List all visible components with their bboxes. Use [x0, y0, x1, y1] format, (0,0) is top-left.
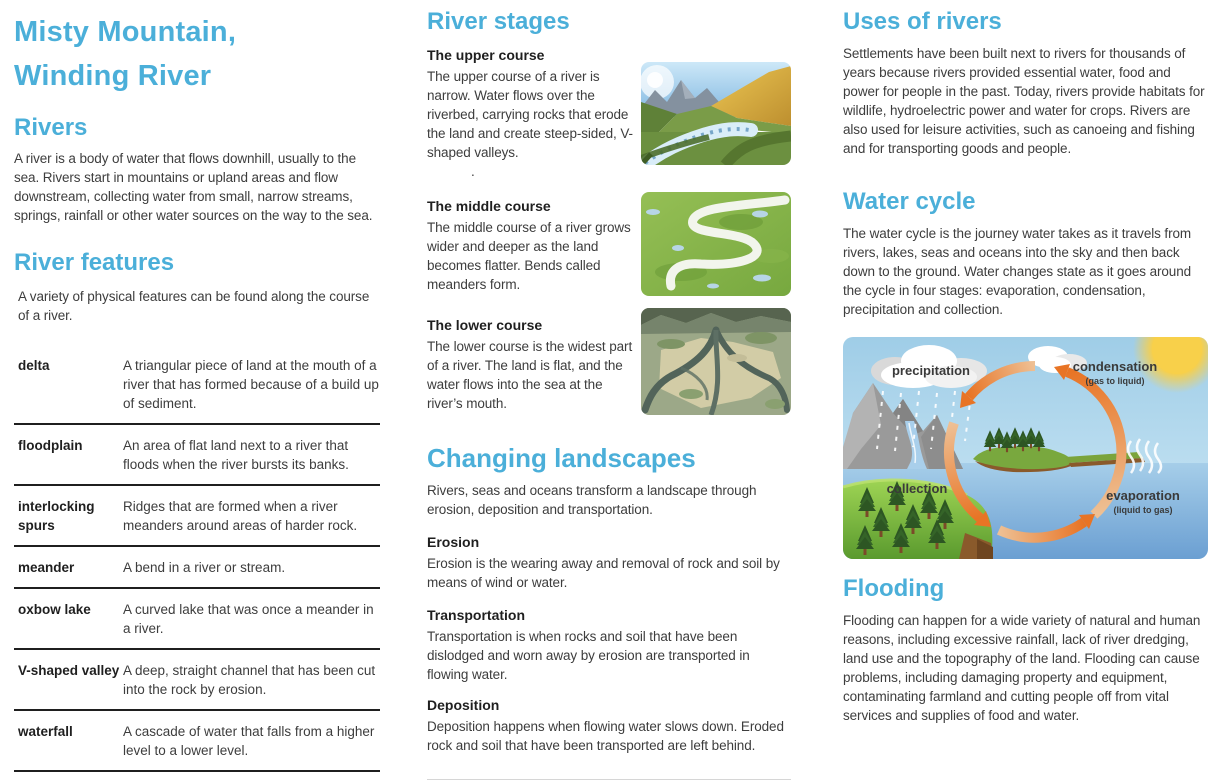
lower-course-paragraph: The lower course is the widest part of a river. The land is flat, and the water flows into the sea at the river’s mouth.: [427, 339, 633, 411]
term-cell: interlocking spurs: [18, 499, 95, 533]
water-cycle-diagram: [843, 337, 1208, 559]
water-cycle-paragraph: The water cycle is the journey water takes as it travels from rivers, lakes, seas and oceans into the sky and then back down to the ground. Water changes state as it goes around the cycle in four stages: evaporation, condensation, precipitation and collection.: [843, 226, 1192, 317]
page-title-line-2: Winding River: [14, 60, 212, 92]
evaporation-sublabel: (liquid to gas): [1113, 505, 1173, 515]
definition-cell: An area of flat land next to a river that floods when the river bursts its banks.: [123, 438, 349, 472]
term-cell: delta: [18, 358, 50, 373]
uses-of-rivers-paragraph: Settlements have been built next to rivers for thousands of years because rivers provided essential water, food and power for people in the past. Today, rivers provide habitats for wildlife, hydroelectric power and water for crops. Rivers are also used for leisure activities, such as canoeing and fishing and for transporting goods and people.: [843, 46, 1205, 156]
term-cell: V-shaped valley: [18, 663, 120, 678]
river-features-intro: A variety of physical features can be found along the course of a river.: [18, 289, 370, 323]
definition-cell: A triangular piece of land at the mouth of a river that has formed because of a build up of sediment.: [123, 358, 379, 411]
rivers-paragraph: A river is a body of water that flows downhill, usually to the sea. Rivers start in mountains or upland areas and flow downstream, collecting water from small, narrow streams, springs, rainfall or other water sources on the way to the sea.: [14, 151, 373, 223]
page-title-line-1: Misty Mountain,: [14, 16, 237, 48]
definition-cell: Ridges that are formed when a river meanders around areas of harder rock.: [123, 499, 358, 533]
evaporation-label: evaporation: [1106, 488, 1180, 503]
condensation-sublabel: (gas to liquid): [1085, 376, 1145, 386]
lower-course-title: The lower course: [427, 317, 543, 333]
deposition-paragraph: Deposition happens when flowing water slows down. Eroded rock and soil that have been transported are left behind.: [427, 719, 784, 753]
table-row: [14, 486, 380, 547]
definition-cell: A bend in a river or stream.: [123, 560, 286, 575]
definition-cell: A deep, straight channel that has been cut into the rock by erosion.: [123, 663, 376, 697]
precipitation-label: precipitation: [891, 363, 971, 378]
table-row: [14, 547, 380, 589]
upper-course-paragraph: The upper course of a river is narrow. Water flows over the riverbed, carrying rocks that erode the land and create steep-sided, V-shaped valleys.: [427, 69, 633, 160]
transportation-title: Transportation: [427, 607, 526, 623]
table-row: [14, 650, 380, 711]
middle-course-paragraph: The middle course of a river grows wider and deeper as the land becomes flatter. Bends called meanders form.: [427, 220, 631, 292]
page-bottom-rule: [427, 779, 791, 780]
changing-landscapes-heading: Changing landscapes: [427, 443, 696, 473]
water-cycle-heading: Water cycle: [843, 188, 976, 215]
river-features-table: [14, 345, 380, 772]
flooding-heading: Flooding: [843, 575, 945, 602]
definition-cell: A curved lake that was once a meander in a river.: [123, 602, 374, 636]
rivers-heading: Rivers: [14, 114, 88, 141]
erosion-title: Erosion: [427, 534, 480, 550]
table-row: [14, 711, 380, 772]
table-row: [14, 589, 380, 650]
left-column: [14, 0, 380, 772]
right-column: [843, 0, 1208, 725]
flooding-paragraph: Flooding can happen for a wide variety of natural and human reasons, including excessive rainfall, lack of river dredging, land use and the topography of the land. Flooding can cause problems, including damaging property and equipment, contaminating farmland and cutting people off from vital services and supplies of food and water.: [843, 613, 1201, 723]
river-stages-heading: River stages: [427, 8, 570, 35]
condensation-label: condensation: [1072, 359, 1158, 374]
lower-course-photo: [641, 308, 791, 415]
collection-label: collection: [886, 481, 948, 496]
page-title: [14, 10, 380, 98]
deposition-title: Deposition: [427, 697, 500, 713]
uses-of-rivers-heading: Uses of rivers: [843, 8, 1002, 35]
river-features-heading: River features: [14, 249, 175, 276]
definition-cell: A cascade of water that falls from a higher level to a lower level.: [123, 724, 375, 758]
term-cell: floodplain: [18, 438, 83, 453]
term-cell: waterfall: [18, 724, 73, 739]
erosion-paragraph: Erosion is the wearing away and removal of rock and soil by means of wind or water.: [427, 556, 780, 590]
upper-course-photo: [641, 62, 791, 165]
middle-column: [427, 0, 791, 755]
table-row: [14, 345, 380, 425]
stray-period: .: [471, 164, 475, 179]
transportation-paragraph: Transportation is when rocks and soil that have been dislodged and worn away by erosion are transported in flowing water.: [427, 629, 750, 682]
table-row: [14, 425, 380, 486]
upper-course-title: The upper course: [427, 47, 545, 63]
middle-course-title: The middle course: [427, 198, 551, 214]
middle-course-photo: [641, 192, 791, 296]
changing-landscapes-intro: Rivers, seas and oceans transform a landscape through erosion, deposition and transportation.: [427, 483, 757, 517]
term-cell: oxbow lake: [18, 602, 91, 617]
term-cell: meander: [18, 560, 75, 575]
